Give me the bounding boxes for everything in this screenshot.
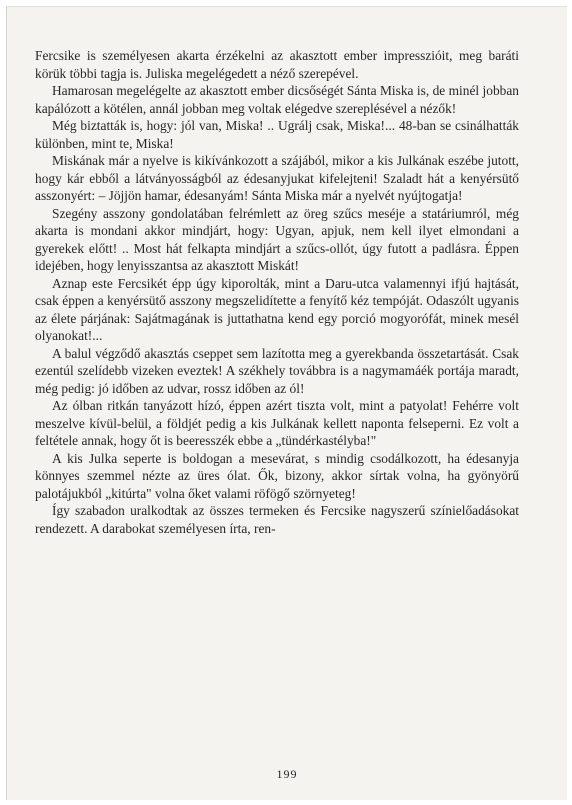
paragraph: Fercsike is személyesen akarta érzékelni az akasztott ember impresszióit, meg baráti körük többi tagja is. Juliska megelégedett a néző szerepével. [35,48,519,81]
body-text [35,47,519,537]
paragraph: Miskának már a nyelve is kikívánkozott a szájából, mikor a kis Julkának eszébe jutott, hogy kár ebből a látványosságból az édesanyjukat kifelejteni! Szaladt hát a kenyérsütő asszonyért: – Jöjjön hamar, édesanyám! Sánta Miska már a nyelvét nyújtogatja! [35,153,519,203]
paragraph: A balul végződő akasztás cseppet sem lazította meg a gyerekbanda összetartását. Csak ezentúl szelídebb vizeken eveztek! A székhely továbbra is a nagymamáék portája maradt, még pedig: jó időben az udvar, rossz időben az ól! [35,345,519,396]
paragraph: Még biztatták is, hogy: jól van, Miska! .. Ugrálj csak, Miska!... 48-ban se csinálhatták különben, mint te, Miska! [35,118,519,151]
paragraph: Az ólban ritkán tanyázott hízó, éppen azért tiszta volt, mint a patyolat! Fehérre volt meszelve kívül-belül, a földjét pedig a kis Julkának kellett naponta felseperni. Ez volt a feltétele annak, hogy őt is beeresszék ebbe a „tündérkastélyba!" [35,398,519,448]
paragraph: Így szabadon uralkodtak az összes termeken és Fercsike nagyszerű színielőadásokat rendezett. A darabokat személyesen írta, ren- [35,503,519,536]
paragraph: Szegény asszony gondolatában felrémlett az öreg szűcs meséje a statáriumról, még akarta is mondani akkor mindjárt, hogy: Ugyan, apjuk, nem kell ilyet elmondani a gyerekek előtt! .. Most hát felkapta mindjárt a szűcs-ollót, úgy futott a padlásra. Éppen idejében, hogy lenyisszantsa az akasztott Miskát! [35,205,519,273]
book-page [6,6,567,800]
paragraph: Hamarosan megelégelte az akasztott ember dicsőségét Sánta Miska is, de minél jobban kapálózott a kötélen, annál jobban meg voltak elégedve szereplésével a nézők! [35,83,519,116]
paragraph: A kis Julka seperte is boldogan a mesevárat, s mindig csodálkozott, ha édesanyja könnyes szemmel nézte az üres ólat. Ők, bizony, akkor sírtak volna, ha gyönyörű palotájukból „kitúrta" volna őket valami röfögő szörnyeteg! [35,450,519,501]
page-number: 199 [276,767,298,781]
paragraph: Aznap este Fercsikét épp úgy kiporolták, mint a Daru-utca valamennyi ifjú hajtását, csak éppen a kenyérsütő asszony megszelidítette a fenyítő kéz tempóját. Odaszólt ugyanis az élete párjának: Sajátmagának is juttathatna kend egy porció mogyorófát, minek mesél olyanokat!... [35,275,519,343]
